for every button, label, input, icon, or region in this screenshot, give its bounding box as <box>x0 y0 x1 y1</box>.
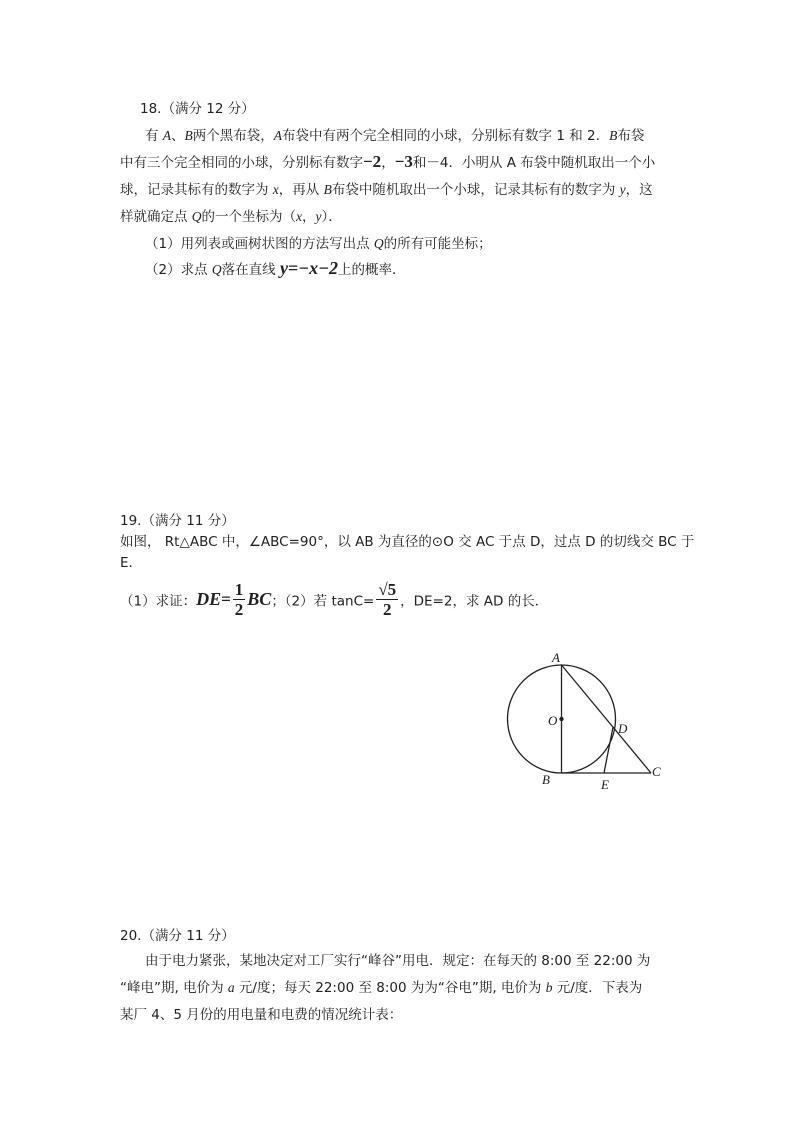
q19-line-1: 如图， Rt△ABC 中，∠ABC=90°，以 AB 为直径的⊙O 交 AC 于点 D，过点 D 的切线交 BC 于 <box>120 534 695 550</box>
q20-line-2: “峰电”期, 电价为 a 元/度；每天 22:00 至 8:00 为为“谷电”期, 电价为 b 元/度．下表为 <box>120 980 643 996</box>
q19-subquestions: （1）求证：DE= $\frac{1}{2}$ BC；（2）若 tanC= $\frac{√5}{2}$ ，DE=2，求 AD 的长． <box>120 580 549 619</box>
q19-line-2: E． <box>120 555 143 571</box>
label-d: D <box>618 721 628 736</box>
q18-subq-2: （2）求点 Q落在直线 y=−x−2上的概率． <box>145 258 406 278</box>
de-term: DE <box>196 589 222 609</box>
label-e: E <box>601 777 609 792</box>
q20-line-1: 由于电力紧张，某地决定对工厂实行“峰谷”用电．规定：在每天的 8:00 至 22:00 为 <box>145 953 651 969</box>
fraction-sqrt5-over-2: $\frac{√5}{2}$ <box>378 580 397 619</box>
q19-heading: 19.（满分 11 分） <box>120 513 235 529</box>
geometry-figure <box>495 648 685 798</box>
label-c: C <box>652 764 661 779</box>
q18-subq-1: （1）用列表或画树状图的方法写出点 Q的所有可能坐标； <box>145 236 492 252</box>
fraction-one-half: $\frac{1}{2}$ <box>234 580 244 619</box>
label-a: A <box>552 650 560 665</box>
center-point-o <box>559 717 563 721</box>
label-o: O <box>548 713 558 728</box>
q18-line-1: 有 A、B两个黑布袋，A布袋中有两个完全相同的小球，分别标有数字 1 和 2．B布袋 <box>145 128 645 144</box>
segment-ac <box>562 665 652 773</box>
bc-term: BC <box>247 589 272 609</box>
q18-line-3: 球，记录其标有的数字为 x，再从 B布袋中随机取出一个小球，记录其标有的数字为 y，这 <box>120 182 653 198</box>
q20-heading: 20.（满分 11 分） <box>120 928 235 944</box>
q18-line-2: 中有三个完全相同的小球，分别标有数字−2，−3和－4．小明从 A 布袋中随机取出一个小 <box>120 152 656 171</box>
label-b: B <box>542 772 550 787</box>
q18-line-4: 样就确定点 Q的一个坐标为（x，y）． <box>120 209 342 225</box>
q20-line-3: 某厂 4、5 月份的用电量和电费的情况统计表： <box>120 1007 403 1023</box>
q18-heading: 18.（满分 12 分） <box>140 101 255 117</box>
